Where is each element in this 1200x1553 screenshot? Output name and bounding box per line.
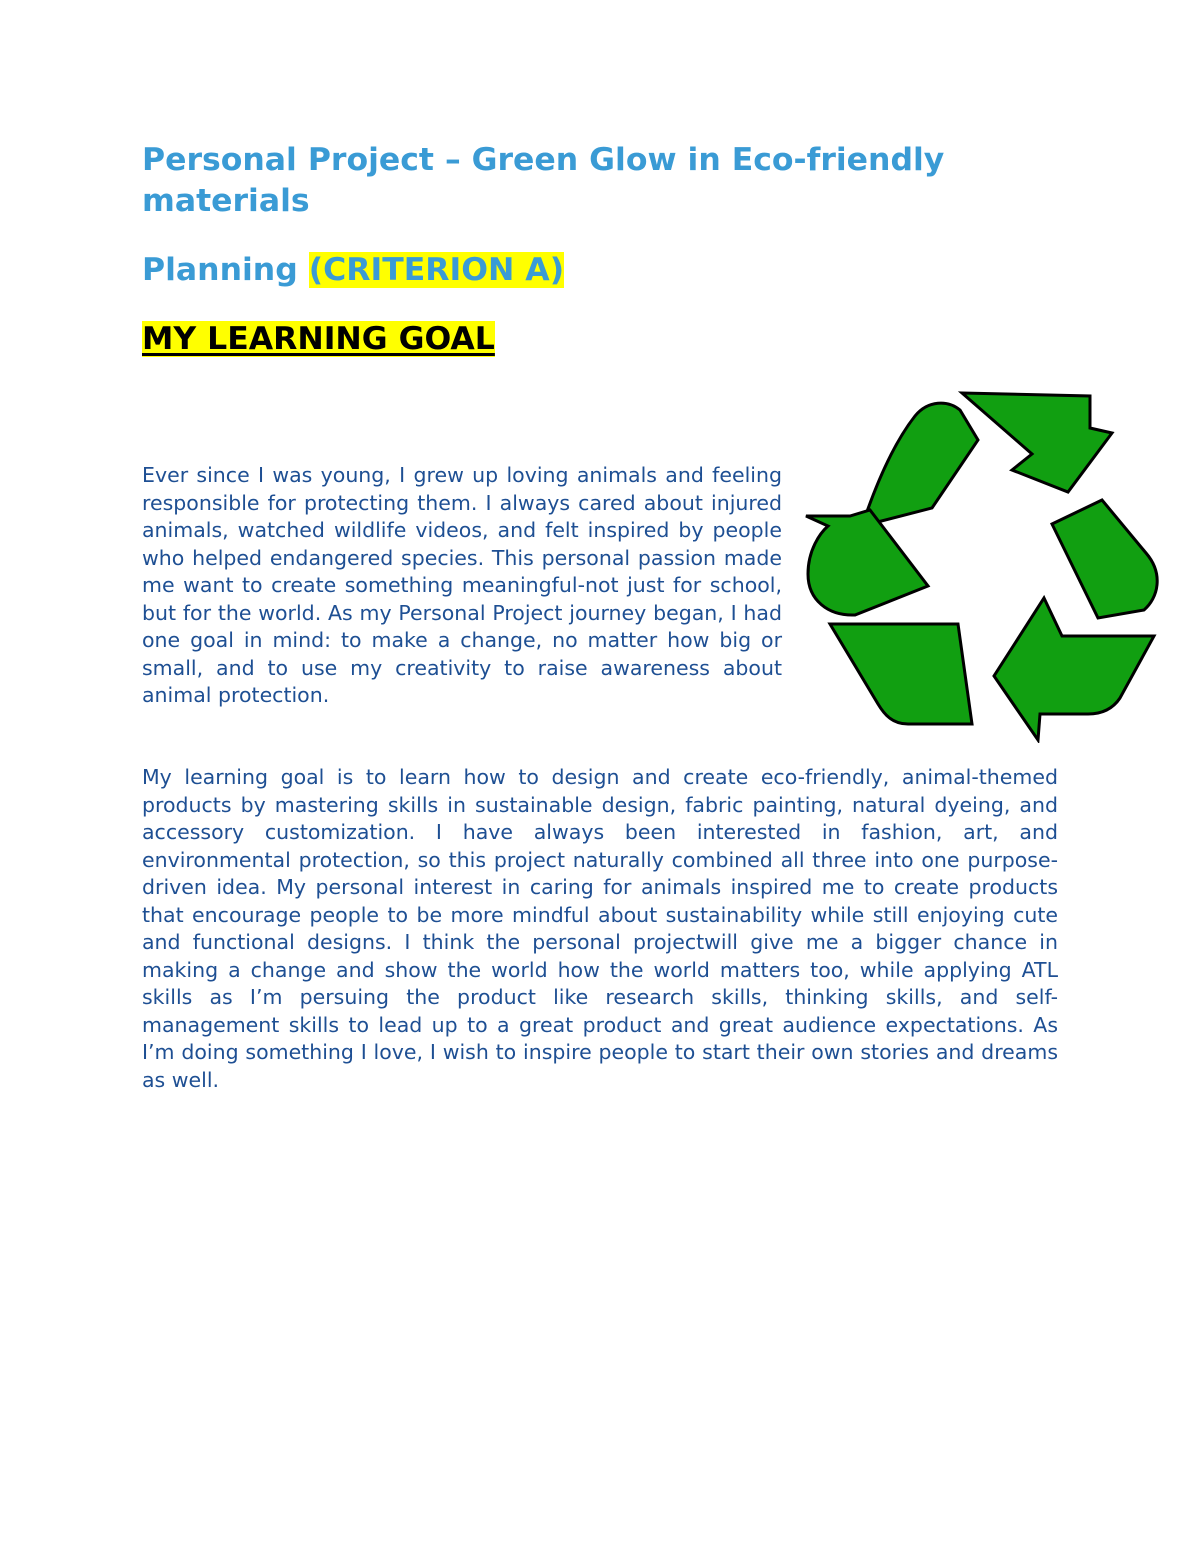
paragraph-intro: Ever since I was young, I grew up loving animals and feeling responsible for protecting them. I always cared about injured animals, watched wildlife videos, and felt inspired by people who helped endangered species. This personal passion made me want to create something meaningful-not just for school, but for the world. As my Personal Project journey began, I had one goal in mind: to make a change, no matter how big or small, and to use my creativity to raise awareness about animal protection. bbox=[142, 463, 782, 707]
criterion-label: (CRITERION A) bbox=[308, 252, 565, 288]
recycle-segment-right bbox=[1052, 500, 1157, 618]
paragraph-learning-goal: My learning goal is to learn how to design and create eco-friendly, animal-themed products by mastering skills in sustainable design, fabric painting, natural dyeing, and accessory customization. I have always been interested in fashion, art, and environmental protection, so this project naturally combined all three into one purpose-driven idea. My personal interest in caring for animals inspired me to create products that encourage people to be more mindful about sustainability while still enjoying cute and functional designs. I think the personal projectwill give me a bigger chance in making a change and show the world how the world matters too, while applying ATL skills as I’m persuing the product like research skills, thinking skills, and self-management skills to lead up to a great product and great audience expectations. As I’m doing something I love, I wish to inspire people to start their own stories and dreams as well. bbox=[142, 765, 1058, 1092]
recycle-segment-bottom-left bbox=[830, 624, 972, 724]
page-title: Personal Project – Green Glow in Eco-friendly materials bbox=[142, 142, 945, 219]
recycle-segment-top-left bbox=[862, 403, 978, 526]
recycle-icon bbox=[800, 388, 1165, 743]
planning-heading bbox=[142, 250, 564, 291]
recycle-arrow-left bbox=[806, 510, 928, 615]
learning-goal-heading bbox=[142, 318, 495, 360]
planning-label: Planning bbox=[142, 252, 298, 288]
learning-goal-label: MY LEARNING GOAL bbox=[142, 321, 495, 357]
recycle-arrow-bottom-right bbox=[994, 598, 1154, 740]
recycle-arrow-top-right bbox=[962, 393, 1112, 492]
